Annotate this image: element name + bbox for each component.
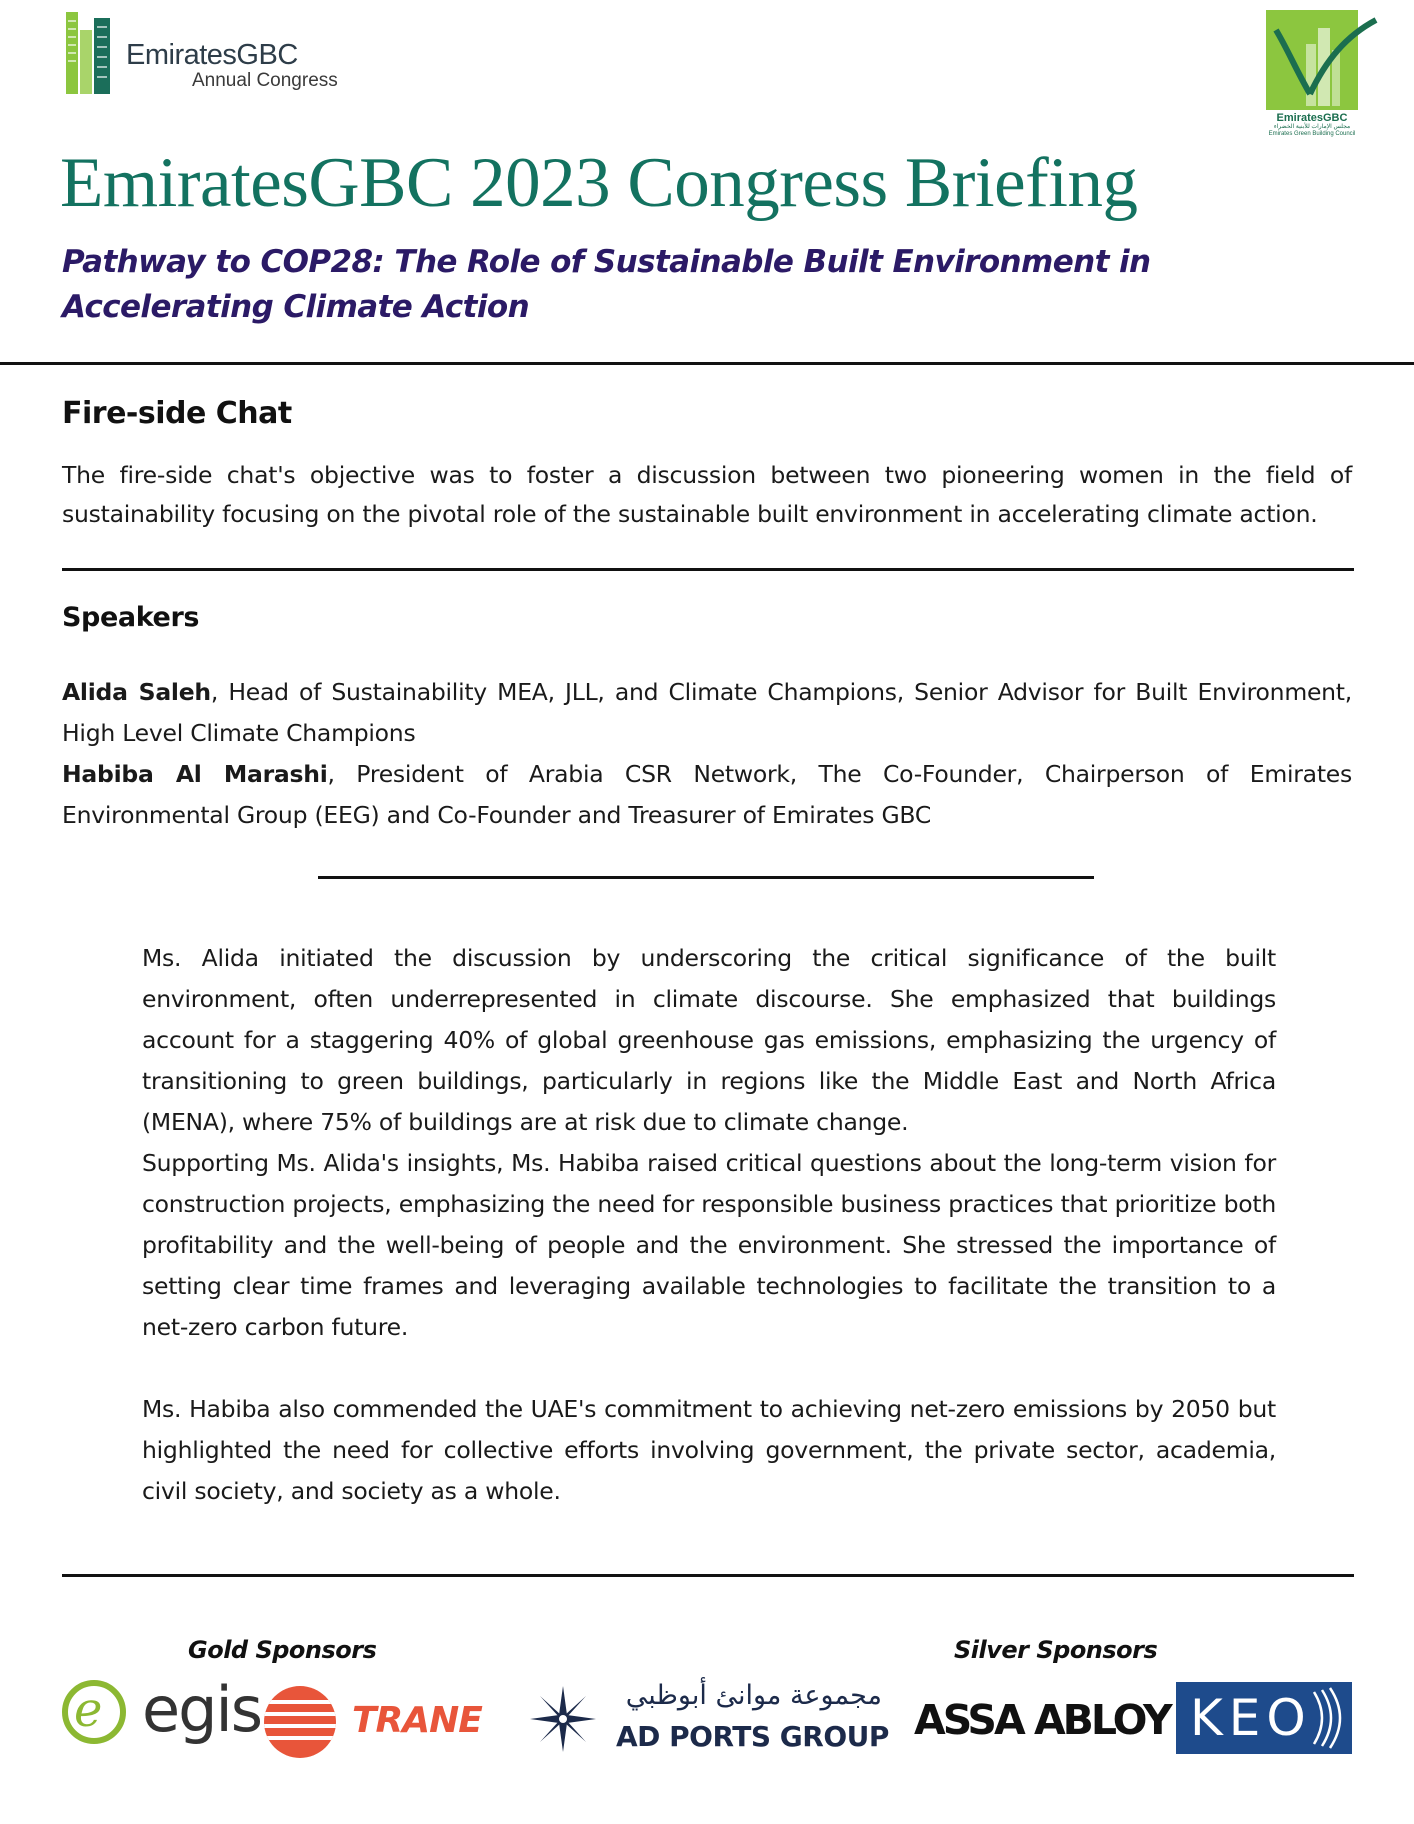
gbc-logo-english: Emirates Green Building Council [1268,131,1356,137]
egis-logo [60,1673,262,1752]
ad-ports-logo [528,1680,898,1764]
emirates-gbc-logo [1266,10,1378,140]
speaker-name: Alida Saleh [62,678,211,706]
subtitle-line-1: Pathway to COP28: The Role of Sustainable Built Environment in [62,244,1151,280]
divider-speakers [318,876,1094,879]
fireside-heading: Fire-side Chat [62,396,292,431]
ad-ports-english: AD PORTS GROUP [616,1720,889,1753]
silver-sponsors-heading: Silver Sponsors [954,1636,1158,1664]
divider-top [0,362,1414,365]
summary-paragraph-1: Ms. Alida initiated the discussion by underscoring the critical significance of the built environment, often underrepresented in climate discourse. She emphasized that buildings account for a staggering 40% of global greenhouse gas emissions, emphasizing the urgency of transitioning to green buildings, particularly in regions like the Middle East and North Africa (MENA), where 75% of buildings are at risk due to climate change. [142,944,1276,1136]
ad-ports-arabic: مجموعة موانئ أبوظبي [625,1680,882,1711]
fireside-intro: The fire-side chat's objective was to foster a discussion between two pioneering women in the field of sustainability focusing on the pivotal role of the sustainable built environment in accelerating climate action. [62,461,1352,528]
speakers-list [62,672,1352,836]
gbc-logo-arabic: مجلس الإمارات للأبنية الخضراء [1273,124,1351,130]
compass-star-icon [528,1684,598,1754]
speaker-role: , Head of Sustainability MEA, JLL, and Climate Champions, Senior Advisor for Built Environment, High Level Climate Champions [62,678,1352,747]
gold-sponsors-heading: Gold Sponsors [188,1636,377,1664]
congress-logo-name: Emirates [126,39,237,71]
egis-e-icon: e [74,1682,103,1738]
divider-fireside [62,568,1354,571]
trane-wordmark: TRANE [352,1700,482,1741]
trane-circle-icon [264,1686,336,1758]
assa-abloy-logo: ASSA ABLOY [914,1696,1170,1744]
congress-logo-sub: Annual Congress [192,70,338,91]
divider-sponsors [62,1574,1354,1577]
summary-paragraph-3: Ms. Habiba also commended the UAE's commitment to achieving net-zero emissions by 2050 but highlighted the need for collective efforts involving government, the private sector, academia, civil society, and society as a whole. [142,1395,1276,1505]
paragraph-gap [142,1348,1276,1389]
keo-stripes-icon [1310,1682,1350,1754]
speaker-name: Habiba Al Marashi [62,760,328,788]
trane-logo [264,1686,484,1756]
speakers-heading: Speakers [62,602,200,633]
speaker-role: , President of Arabia CSR Network, The Co-Founder, Chairperson of Emirates Environmental Group (EEG) and Co-Founder and Treasurer of Emirates GBC [62,760,1352,829]
egis-wordmark: egis [142,1673,262,1746]
congress-logo-accent: GBC [236,39,298,71]
page-title: EmiratesGBC 2023 Congress Briefing [60,144,1138,222]
summary-paragraph-2: Supporting Ms. Alida's insights, Ms. Habiba raised critical questions about the long-term vision for construction projects, emphasizing the need for responsible business practices that prioritize both profitability and the well-being of people and the environment. She stressed the importance of setting clear time frames and leveraging available technologies to facilitate the transition to a net-zero carbon future. [142,1149,1276,1341]
gbc-logo-box [1266,10,1358,110]
keo-wordmark: KEO [1190,1689,1312,1747]
summary-body [142,938,1276,1512]
speaker-item [62,672,1352,754]
page-subtitle [62,240,1162,330]
palm-tower-icon [1266,10,1378,110]
building-bars-icon [66,12,116,94]
congress-logo [66,12,346,98]
speaker-item [62,754,1352,836]
gbc-logo-name: EmiratesGBC [1276,112,1348,124]
subtitle-line-2: Accelerating Climate Action [62,289,530,325]
keo-logo [1176,1682,1352,1754]
